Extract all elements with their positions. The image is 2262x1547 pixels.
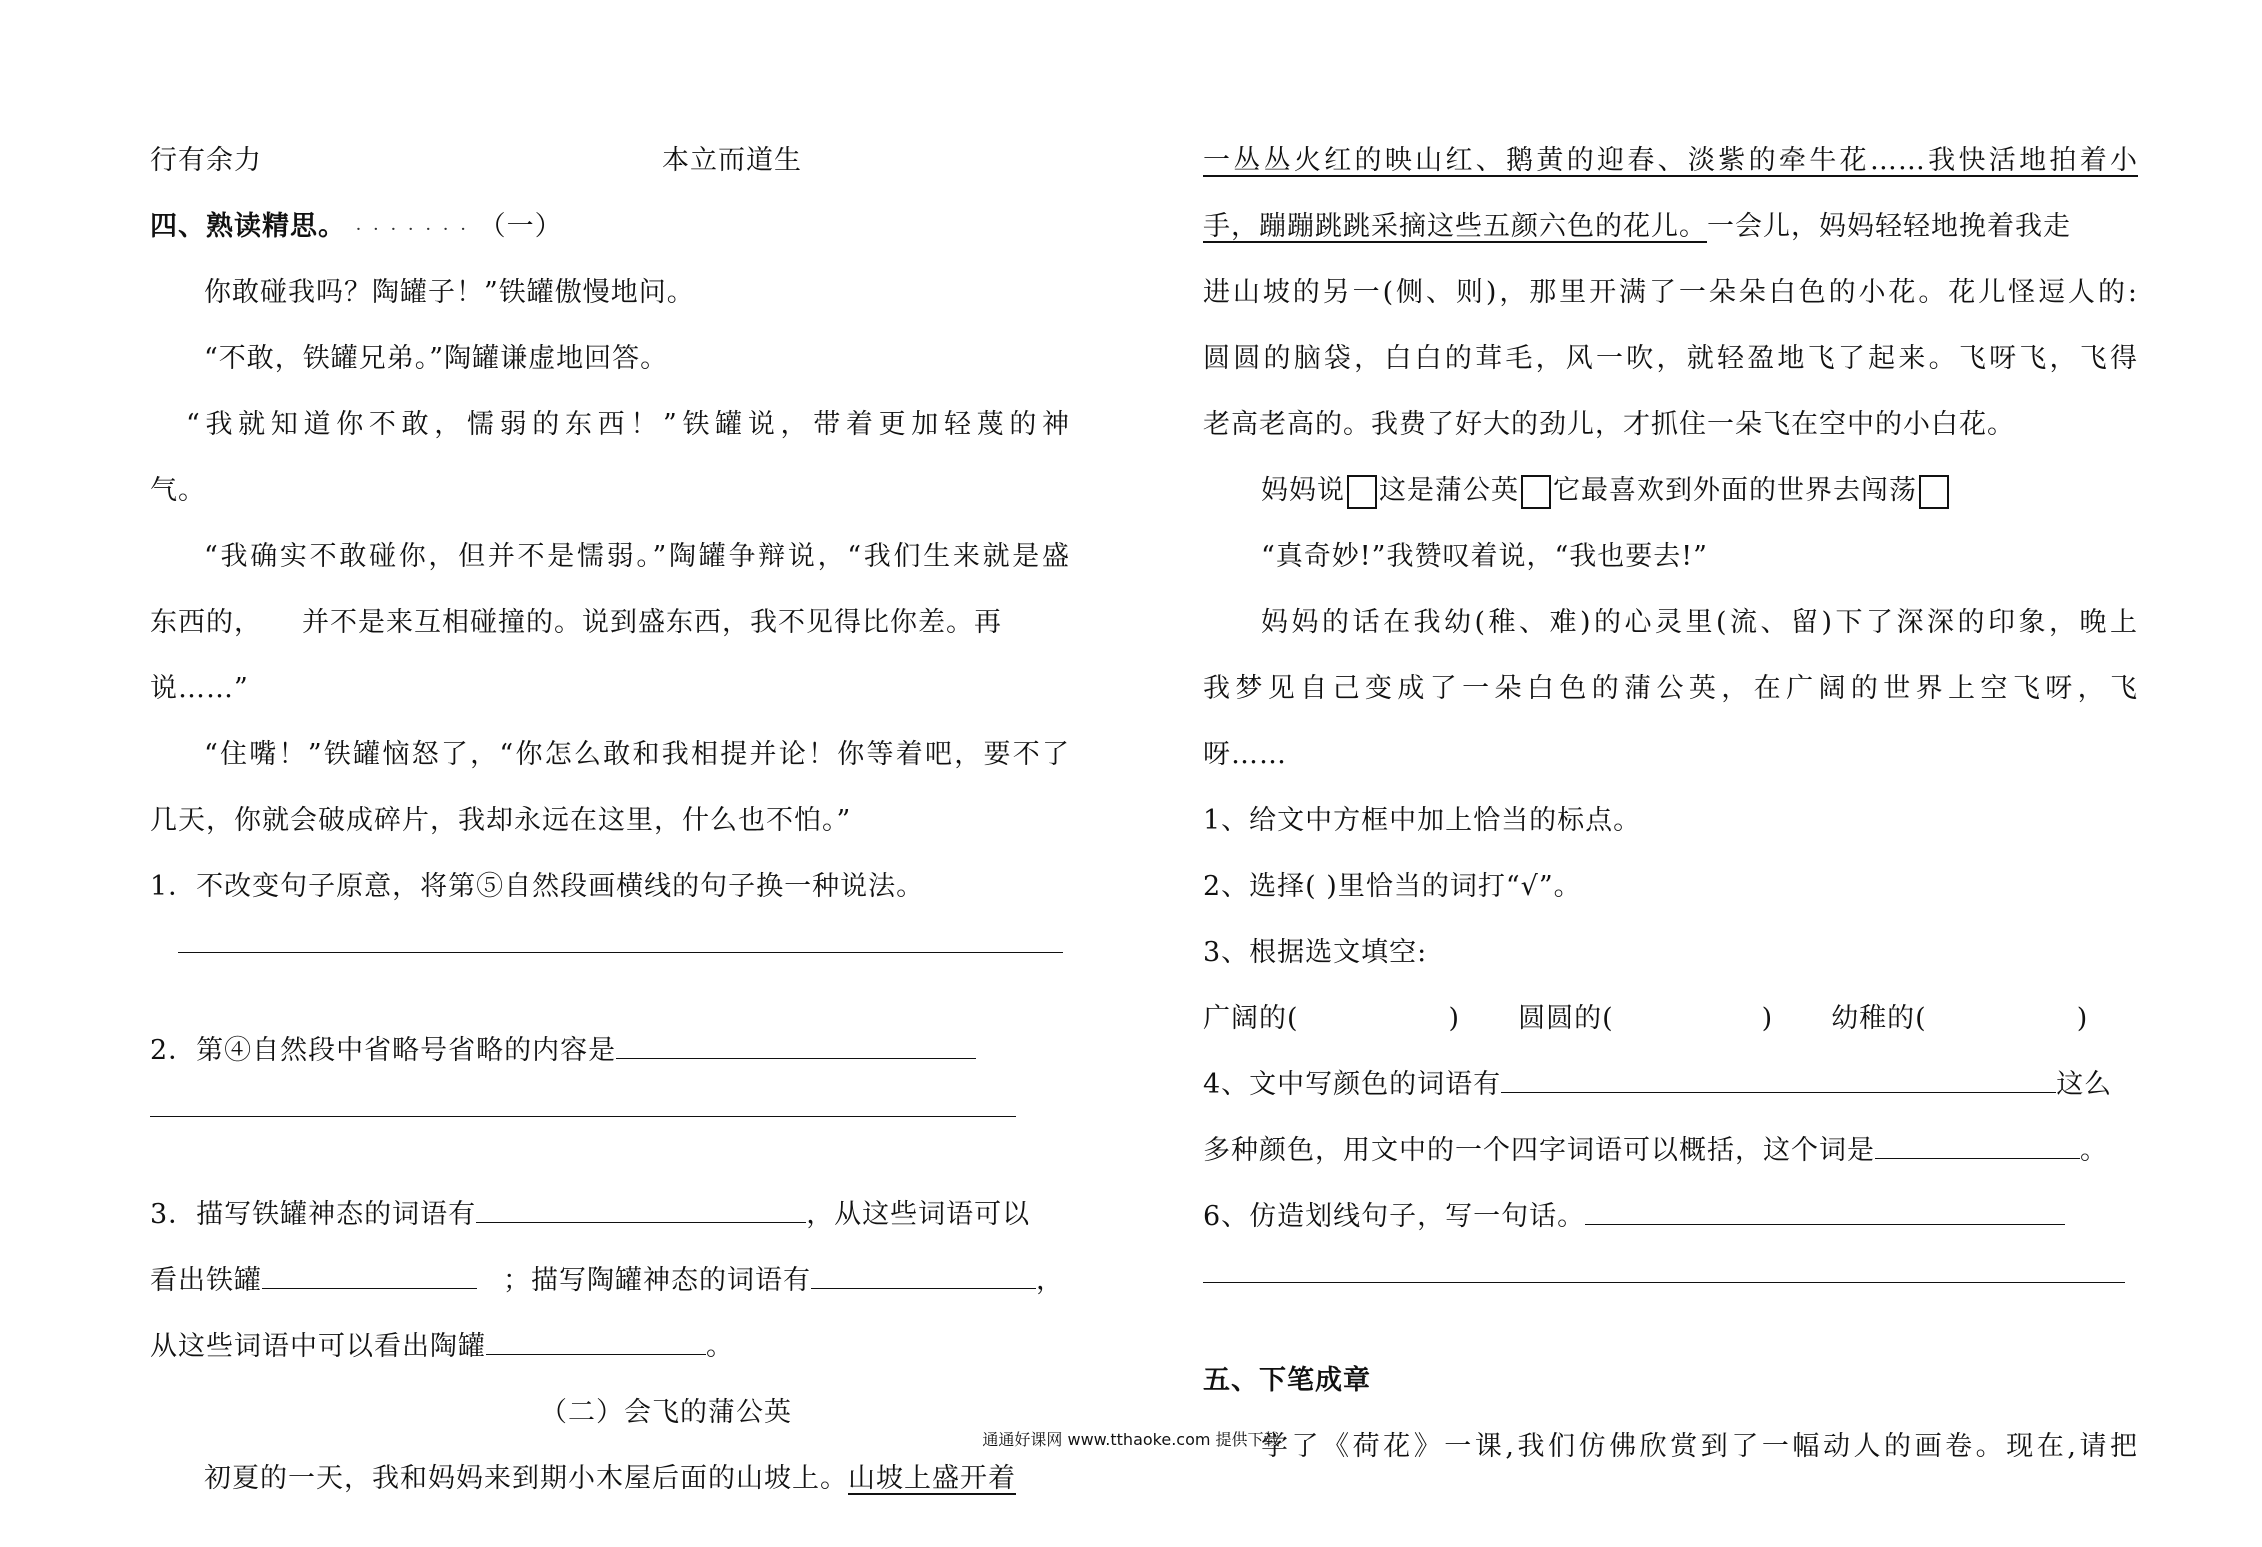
question-3-text-7: 。	[706, 1331, 734, 1362]
section-4-subtitle: （一）	[478, 211, 563, 242]
answer-blank-r6b[interactable]	[1203, 1282, 2125, 1283]
answer-blank-2[interactable]	[616, 1058, 976, 1059]
question-3-text-2: ，从这些词语可以	[806, 1199, 1031, 1230]
question-3-text-3: 看出铁罐	[150, 1265, 262, 1296]
passage-underlined: 手，蹦蹦跳跳采摘这些五颜六色的花儿。	[1203, 211, 1707, 242]
section-5-text: 学了《荷花》一课,我们仿佛欣赏到了一幅动人的画卷。现在,请把	[1261, 1431, 2138, 1462]
question-r4-text-3: 多种颜色，用文中的一个四字词语可以概括，这个词是	[1203, 1135, 1875, 1166]
paragraph-6	[150, 1446, 1070, 1512]
question-r4-line-2	[1203, 1118, 2138, 1184]
passage-line-2	[1203, 194, 2138, 260]
emphasis-dots: · · · · · · ·	[355, 219, 469, 240]
paragraph-2: “不敢，铁罐兄弟。”陶罐谦虚地回答。	[204, 343, 669, 374]
answer-blank-2b[interactable]	[150, 1116, 1016, 1117]
passage-line-4: 圆圆的脑袋，白白的茸毛，风一吹，就轻盈地飞了起来。飞呀飞，飞得	[1203, 343, 2138, 374]
paren-close-2: )	[1761, 1003, 1774, 1034]
passage-line-1: 一丛丛火红的映山红、鹅黄的迎春、淡紫的牵牛花……我快活地拍着小	[1203, 145, 2138, 176]
paragraph-4-part-1: 东西的，	[150, 607, 262, 638]
header-left: 行有余力	[150, 145, 262, 176]
question-3-line-3	[150, 1314, 1070, 1380]
paragraph-4-line-1: “我确实不敢碰你，但并不是懦弱。”陶罐争辩说，“我们生来就是盛	[204, 541, 1070, 572]
punctuation-box-2[interactable]	[1521, 475, 1551, 509]
question-3-text-5: ，	[1036, 1265, 1064, 1296]
question-r3-blanks	[1203, 986, 2138, 1052]
answer-blank-3b[interactable]	[262, 1288, 477, 1289]
passage-line-10: 呀……	[1203, 739, 1287, 770]
paragraph-6-text: 初夏的一天，我和妈妈来到期小木屋后面的山坡上。	[204, 1463, 848, 1494]
left-column	[150, 128, 1070, 1512]
paragraph-5-line-1: “住嘴！”铁罐恼怒了，“你怎么敢和我相提并论！你等着吧，要不了	[204, 739, 1070, 770]
paragraph-4-part-2: 并不是来互相碰撞的。说到盛东西，我不见得比你差。再	[302, 607, 1002, 638]
blank-youzhi-label: 幼稚的(	[1831, 1003, 1927, 1034]
answer-blank-1[interactable]	[178, 952, 1063, 953]
passage-line-9: 我梦见自己变成了一朵白色的蒲公英，在广阔的世界上空飞呀，飞	[1203, 673, 2138, 704]
question-1-answer-line[interactable]	[150, 952, 1070, 1018]
question-r4-text-1: 4、文中写颜色的词语有	[1203, 1069, 1502, 1100]
dandelion-text: 这是蒲公英	[1379, 475, 1519, 506]
question-2-text: 2．第④自然段中省略号省略的内容是	[150, 1035, 617, 1066]
question-r4-line-1	[1203, 1052, 2138, 1118]
answer-blank-3d[interactable]	[486, 1354, 706, 1355]
world-text: 它最喜欢到外面的世界去闯荡	[1553, 475, 1917, 506]
question-r6-answer-line[interactable]	[1203, 1282, 2138, 1348]
question-3-line-2	[150, 1248, 1070, 1314]
question-r4-text-4: 。	[2080, 1135, 2108, 1166]
question-r6-text: 6、仿造划线句子，写一句话。	[1203, 1201, 1586, 1232]
question-r3: 3、根据选文填空:	[1203, 937, 1428, 968]
punctuation-box-1[interactable]	[1347, 475, 1377, 509]
question-r6	[1203, 1184, 2138, 1250]
paragraph-6-underlined: 山坡上盛开着	[848, 1463, 1016, 1494]
mother-said: 妈妈说	[1261, 475, 1345, 506]
passage-line-6	[1203, 458, 2138, 524]
blank-yuanyuan-label: 圆圆的(	[1518, 1003, 1614, 1034]
question-r4-text-2: 这么	[2056, 1069, 2113, 1100]
paragraph-4-line-2	[150, 590, 1070, 656]
blank-guangkuo-label: 广阔的(	[1203, 1003, 1299, 1034]
question-1: 1．不改变句子原意，将第⑤自然段画横线的句子换一种说法。	[150, 871, 925, 902]
section-4-heading	[150, 194, 1070, 260]
question-3-text-1: 3．描写铁罐神态的词语有	[150, 1199, 477, 1230]
question-2	[150, 1018, 1070, 1084]
paragraph-3-line-1: “我就知道你不敢，懦弱的东西！”铁罐说，带着更加轻蔑的神	[186, 409, 1070, 440]
paren-close-3: )	[2076, 1003, 2089, 1034]
header-center: 本立而道生	[662, 145, 802, 176]
paragraph-3-line-2: 气。	[150, 475, 206, 506]
answer-blank-r4a[interactable]	[1501, 1092, 2056, 1093]
paragraph-1: 你敢碰我吗？陶罐子！”铁罐傲慢地问。	[204, 277, 695, 308]
answer-blank-r4b[interactable]	[1875, 1158, 2080, 1159]
section-4-title: 四、熟读精思。	[150, 211, 346, 242]
passage-line-8: 妈妈的话在我幼(稚、难)的心灵里(流、留)下了深深的印象，晚上	[1261, 607, 2138, 638]
question-r2: 2、选择( )里恰当的词打“√”。	[1203, 871, 1582, 902]
question-3-text-6: 从这些词语中可以看出陶罐	[150, 1331, 486, 1362]
paragraph-4-line-3: 说……”	[150, 673, 249, 704]
section-5-title: 五、下笔成章	[1203, 1365, 1371, 1396]
paren-close-1: )	[1448, 1003, 1461, 1034]
punctuation-box-3[interactable]	[1919, 475, 1949, 509]
answer-blank-r6[interactable]	[1585, 1224, 2065, 1225]
page-header	[150, 128, 1070, 194]
question-r1: 1、给文中方框中加上恰当的标点。	[1203, 805, 1642, 836]
right-column	[1203, 128, 2138, 1480]
passage-text: 一会儿，妈妈轻轻地挽着我走	[1707, 211, 2071, 242]
part-2-title: （二）会飞的蒲公英	[540, 1397, 792, 1428]
footer-credit: 通通好课网 www.tthaoke.com 提供下载	[982, 1430, 1280, 1449]
question-3-text-4: ；描写陶罐神态的词语有	[503, 1265, 811, 1296]
paragraph-5-line-2: 几天，你就会破成碎片，我却永远在这里，什么也不怕。”	[150, 805, 852, 836]
question-3-line-1	[150, 1182, 1070, 1248]
answer-blank-3a[interactable]	[476, 1222, 806, 1223]
passage-line-5: 老高老高的。我费了好大的劲儿，才抓住一朵飞在空中的小白花。	[1203, 409, 2015, 440]
passage-line-7: “真奇妙!”我赞叹着说，“我也要去!”	[1261, 541, 1708, 572]
question-2-answer-line[interactable]	[150, 1116, 1070, 1182]
answer-blank-3c[interactable]	[811, 1288, 1036, 1289]
passage-line-3: 进山坡的另一(侧、则)，那里开满了一朵朵白色的小花。花儿怪逗人的:	[1203, 277, 2138, 308]
